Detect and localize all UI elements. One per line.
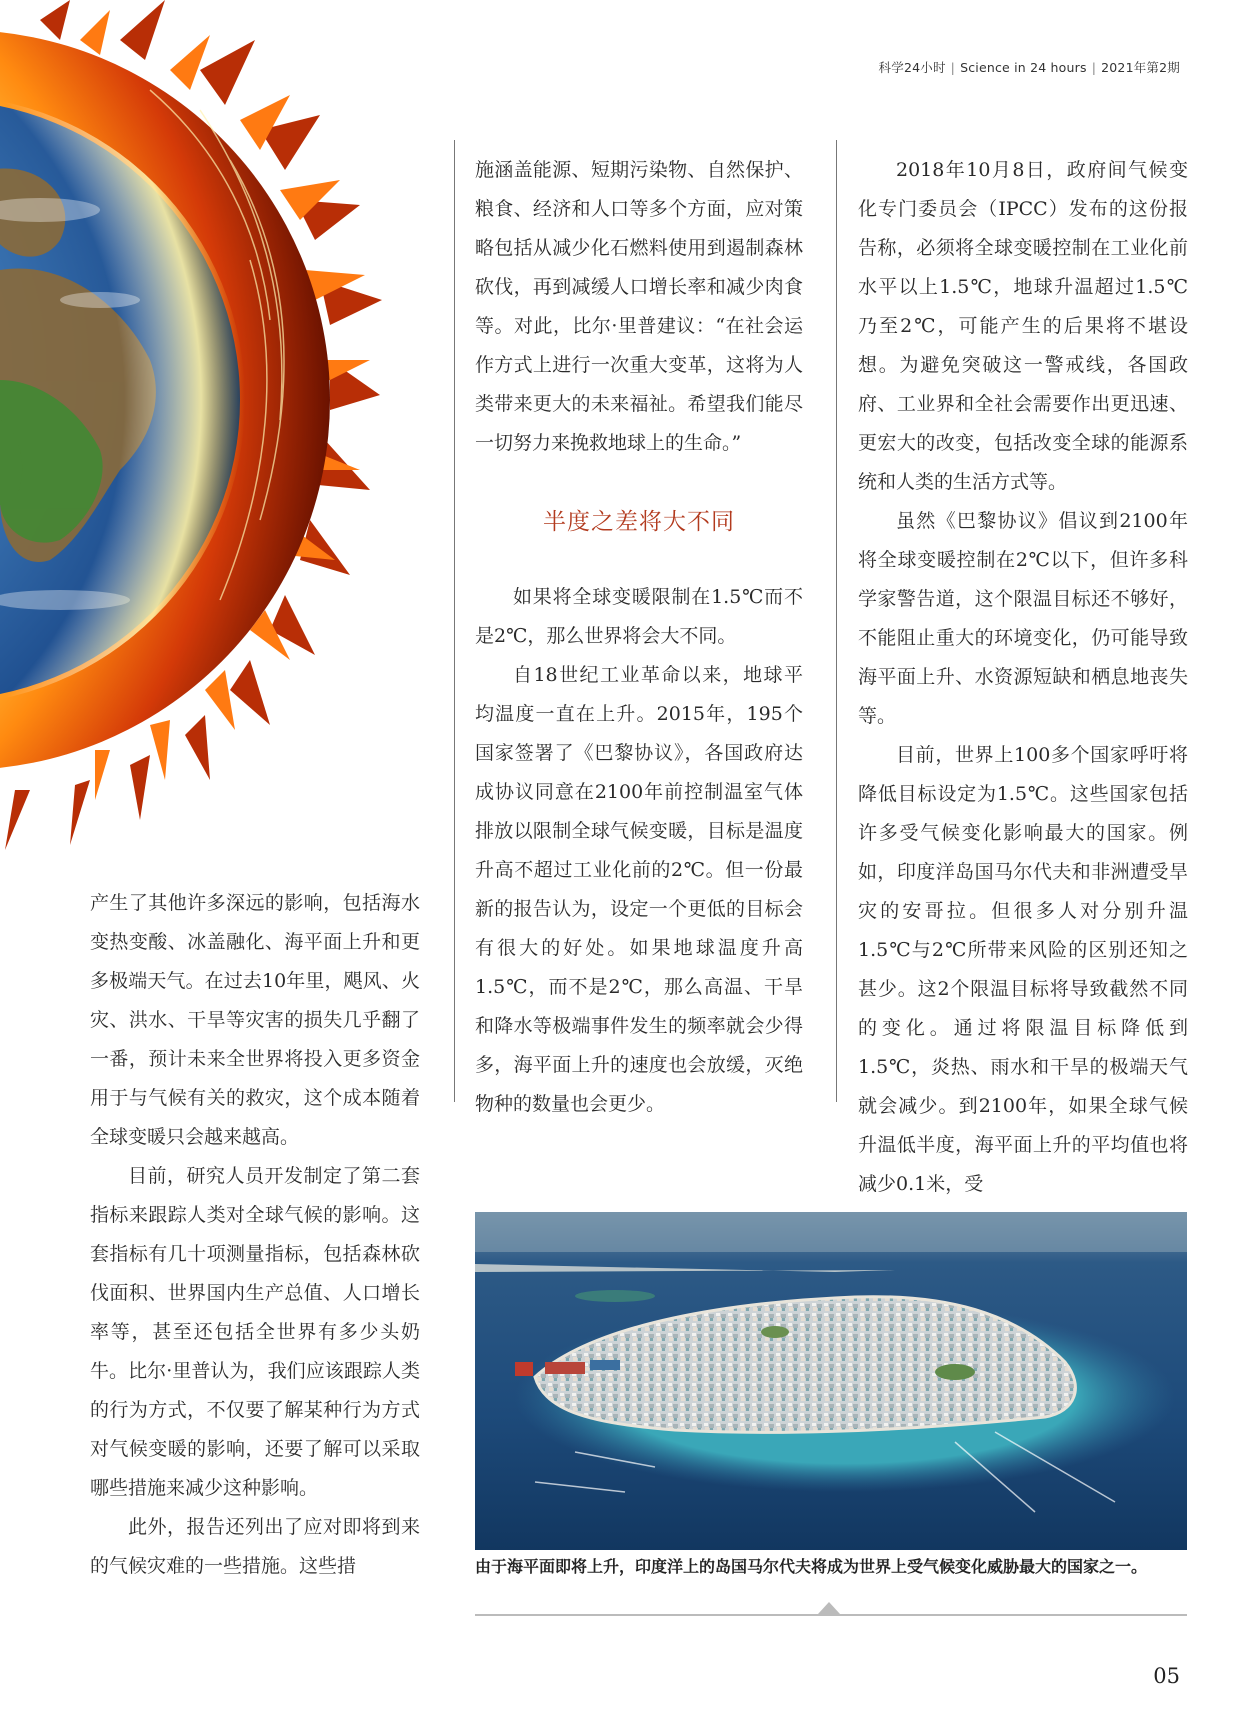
middle-paragraph-2: 如果将全球变暖限制在1.5℃而不是2℃，那么世界将会大不同。: [475, 586, 803, 647]
middle-paragraph-1: 施涵盖能源、短期污染物、自然保护、粮食、经济和人口等多个方面，应对策略包括从减少化石燃料使用到遏制森林砍伐，再到减缓人口增长率和减少肉食等。对此，比尔·里普建议：“在社会运作方式上进行一次重大变革，这将为人类带来更大的未来福祉。希望我们能尽一切努力来挽救地球上的生命。”: [475, 159, 803, 454]
column-divider: [836, 140, 837, 1102]
photo-caption: 由于海平面即将上升，印度洋上的岛国马尔代夫将成为世界上受气候变化威胁最大的国家之一。: [475, 1557, 1148, 1576]
left-paragraph-3: 此外，报告还列出了应对即将到来的气候灾难的一些措施。这些措: [90, 1516, 420, 1577]
issue-label: 2021年第2期: [1101, 60, 1180, 75]
left-paragraph-2: 目前，研究人员开发制定了第二套指标来跟踪人类对全球气候的影响。这套指标有几十项测量指标，包括森林砍伐面积、世界国内生产总值、人口增长率等，甚至还包括全世界有多少头奶牛。比尔·里普认为，我们应该跟踪人类的行为方式，不仅要了解某种行为方式对气候变暖的影响，还要了解可以采取哪些措施来减少这种影响。: [90, 1165, 420, 1499]
running-header: 科学24小时 | Science in 24 hours | 2021年第2期: [878, 60, 1180, 75]
maldives-island-photo: [475, 1212, 1187, 1550]
caption-triangle: [818, 1602, 840, 1614]
middle-column: [475, 151, 803, 1124]
right-paragraph-3: 目前，世界上100多个国家呼吁将降低目标设定为1.5℃。这些国家包括许多受气候变化影响最大的国家。例如，印度洋岛国马尔代夫和非洲遭受旱灾的安哥拉。但很多人对分别升温1.5℃与2℃所带来风险的区别还知之甚少。这2个限温目标将导致截然不同的变化。通过将限温目标降低到1.5℃，炎热、雨水和干旱的极端天气就会减少。到2100年，如果全球气候升温低半度，海平面上升的平均值也将减少0.1米，受: [858, 744, 1188, 1195]
right-column: [858, 151, 1188, 1204]
caption-rule: [475, 1614, 1187, 1616]
left-paragraph-1: 产生了其他许多深远的影响，包括海水变热变酸、冰盖融化、海平面上升和更多极端天气。在过去10年里，飓风、火灾、洪水、干旱等灾害的损失几乎翻了一番，预计未来全世界将投入更多资金用于与气候有关的救灾，这个成本随着全球变暖只会越来越高。: [90, 892, 420, 1148]
left-column: [90, 884, 420, 1586]
right-paragraph-1: 2018年10月8日，政府间气候变化专门委员会（IPCC）发布的这份报告称，必须将全球变暖控制在工业化前水平以上1.5℃，地球升温超过1.5℃乃至2℃，可能产生的后果将不堪设想。为避免突破这一警戒线，各国政府、工业界和全社会需要作出更迅速、更宏大的改变，包括改变全球的能源系统和人类的生活方式等。: [858, 159, 1188, 493]
magazine-english-name: Science in 24 hours: [960, 60, 1087, 75]
middle-paragraph-3: 自18世纪工业革命以来，地球平均温度一直在上升。2015年，195个国家签署了《巴黎协议》，各国政府达成协议同意在2100年前控制温室气体排放以限制全球气候变暖，目标是温度升高不超过工业化前的2℃。但一份最新的报告认为，设定一个更低的目标会有很大的好处。如果地球温度升高1.5℃，而不是2℃，那么高温、干旱和降水等极端事件发生的频率就会少得多，海平面上升的速度也会放缓，灭绝物种的数量也会更少。: [475, 664, 803, 1115]
magazine-name: 科学24小时: [878, 60, 946, 75]
right-paragraph-2: 虽然《巴黎协议》倡议到2100年将全球变暖控制在2℃以下，但许多科学家警告道，这个限温目标还不够好，不能阻止重大的环境变化，仍可能导致海平面上升、水资源短缺和栖息地丧失等。: [858, 510, 1188, 727]
burning-earth-illustration: [0, 0, 385, 860]
page-number: 05: [1153, 1664, 1180, 1688]
section-heading: 半度之差将大不同: [543, 509, 735, 535]
column-divider-left: [454, 140, 455, 1102]
